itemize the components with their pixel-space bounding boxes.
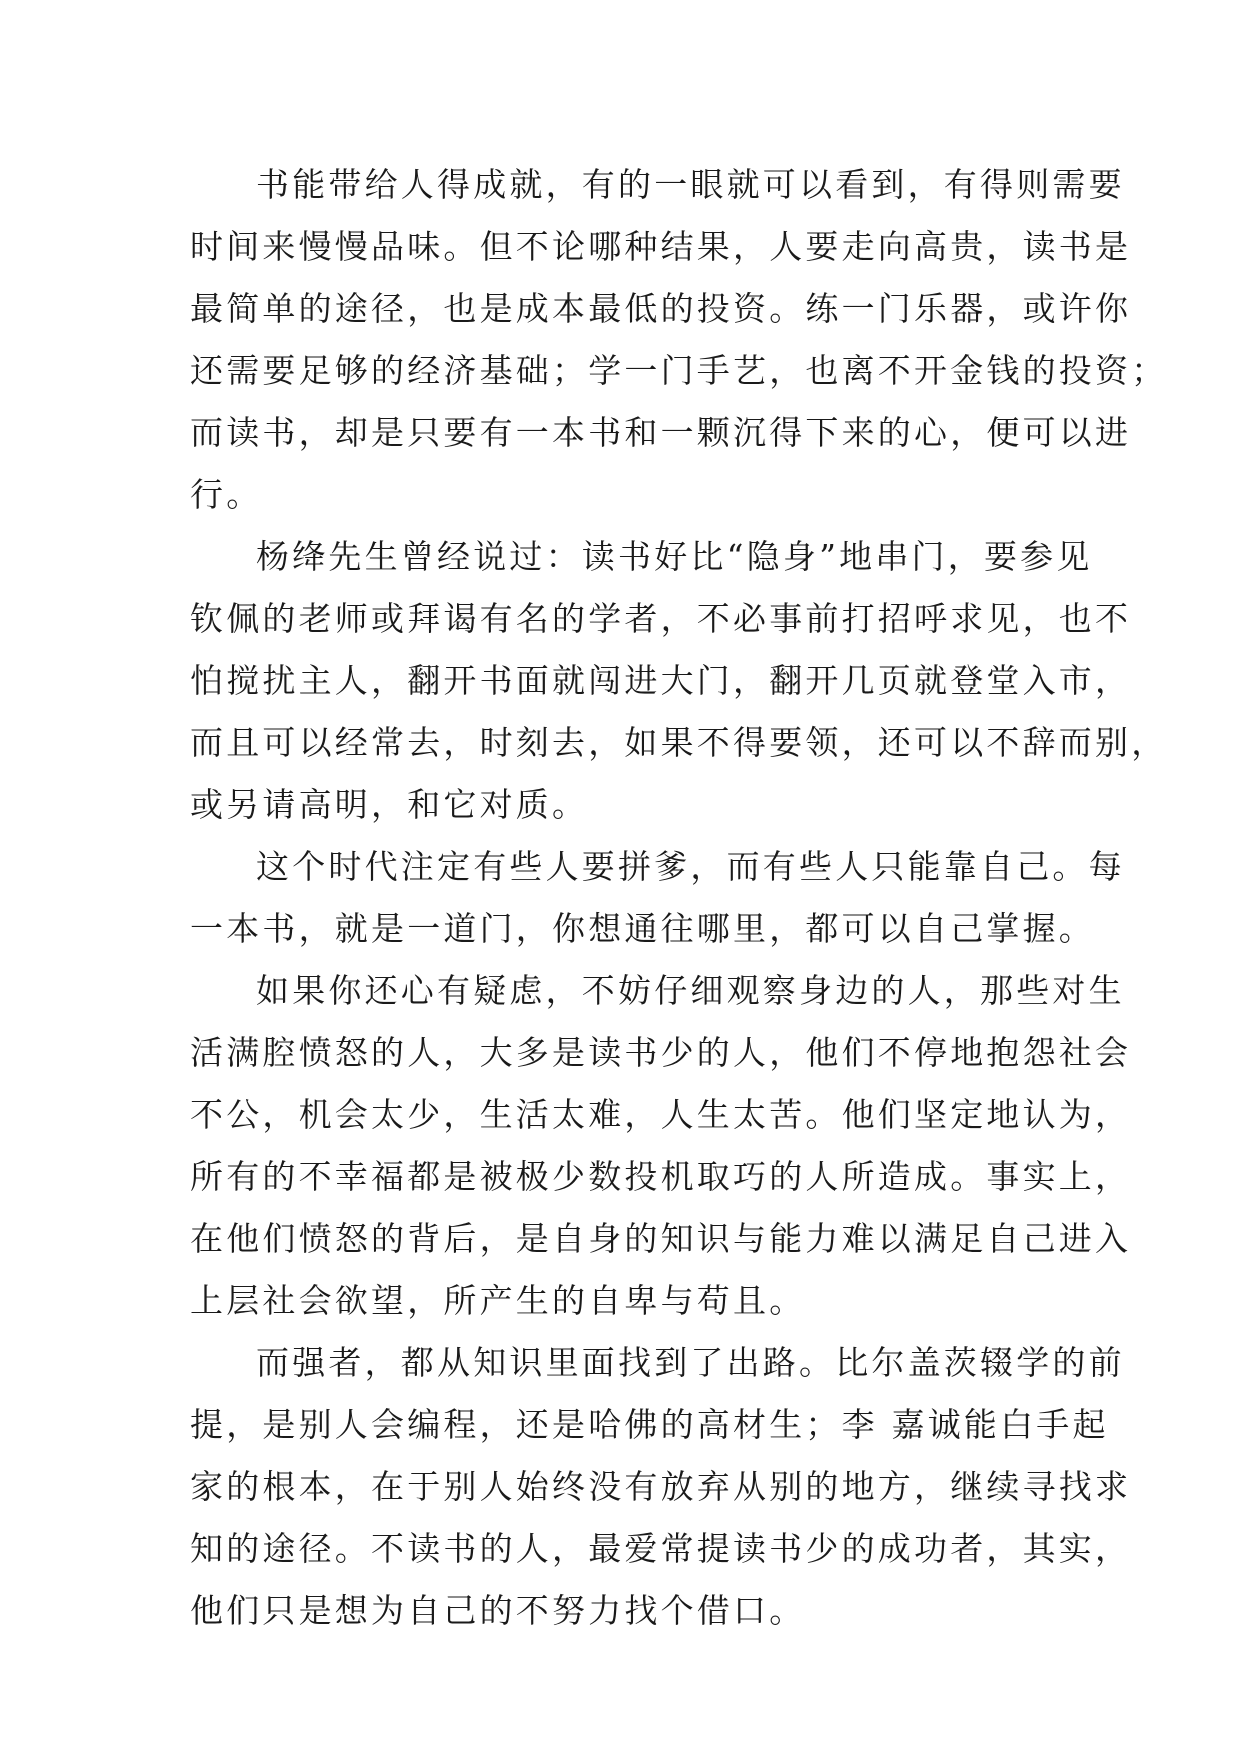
text-line: 怕搅扰主人，翻开书面就闯进大门，翻开几页就登堂入市，	[190, 661, 1132, 700]
text-line: 书能带给人得成就，有的一眼就可以看到，有得则需要	[256, 165, 1125, 204]
text-line: 最简单的途径，也是成本最低的投资。练一门乐器，或许你	[190, 289, 1132, 328]
paragraph-5	[190, 1332, 1132, 1642]
text-line: 如果你还心有疑虑，不妨仔细观察身边的人，那些对生	[256, 971, 1125, 1010]
text-line: 而且可以经常去，时刻去，如果不得要领，还可以不辞而别，	[190, 723, 1168, 762]
text-line: 时间来慢慢品味。但不论哪种结果，人要走向高贵，读书是	[190, 227, 1132, 266]
paragraph-4	[190, 960, 1132, 1332]
paragraph-3	[190, 836, 1125, 960]
text-line: 而读书，却是只要有一本书和一颗沉得下来的心，便可以进	[190, 413, 1132, 452]
text-line: 所有的不幸福都是被极少数投机取巧的人所造成。事实上，	[190, 1157, 1132, 1196]
text-line: 而强者，都从知识里面找到了出路。比尔盖茨辍学的前	[256, 1343, 1125, 1382]
text-line: 家的根本，在于别人始终没有放弃从别的地方，继续寻找求	[190, 1467, 1132, 1506]
text-line: 杨绛先生曾经说过：读书好比“隐身”地串门，要参见	[256, 537, 1093, 576]
text-line: 不公，机会太少，生活太难，人生太苦。他们坚定地认为，	[190, 1095, 1132, 1134]
text-line: 提，是别人会编程，还是哈佛的高材生；李 嘉诚能白手起	[190, 1405, 1109, 1444]
paragraph-2	[190, 526, 1168, 836]
text-line: 活满腔愤怒的人，大多是读书少的人，他们不停地抱怨社会	[190, 1033, 1132, 1072]
text-line: 上层社会欲望，所产生的自卑与苟且。	[190, 1281, 806, 1320]
text-line: 一本书，就是一道门，你想通往哪里，都可以自己掌握。	[190, 909, 1095, 948]
text-line: 钦佩的老师或拜谒有名的学者，不必事前打招呼求见，也不	[190, 599, 1132, 638]
paragraph-1	[190, 154, 1168, 526]
text-line: 这个时代注定有些人要拼爹，而有些人只能靠自己。每	[256, 847, 1125, 886]
text-line: 知的途径。不读书的人，最爱常提读书少的成功者，其实，	[190, 1529, 1132, 1568]
text-line: 行。	[190, 475, 263, 514]
text-line: 在他们愤怒的背后，是自身的知识与能力难以满足自己进入	[190, 1219, 1132, 1258]
document-body	[190, 154, 1168, 1642]
text-line: 或另请高明，和它对质。	[190, 785, 589, 824]
text-line: 他们只是想为自己的不努力找个借口。	[190, 1591, 806, 1630]
text-line: 还需要足够的经济基础；学一门手艺，也离不开金钱的投资；	[190, 351, 1168, 390]
